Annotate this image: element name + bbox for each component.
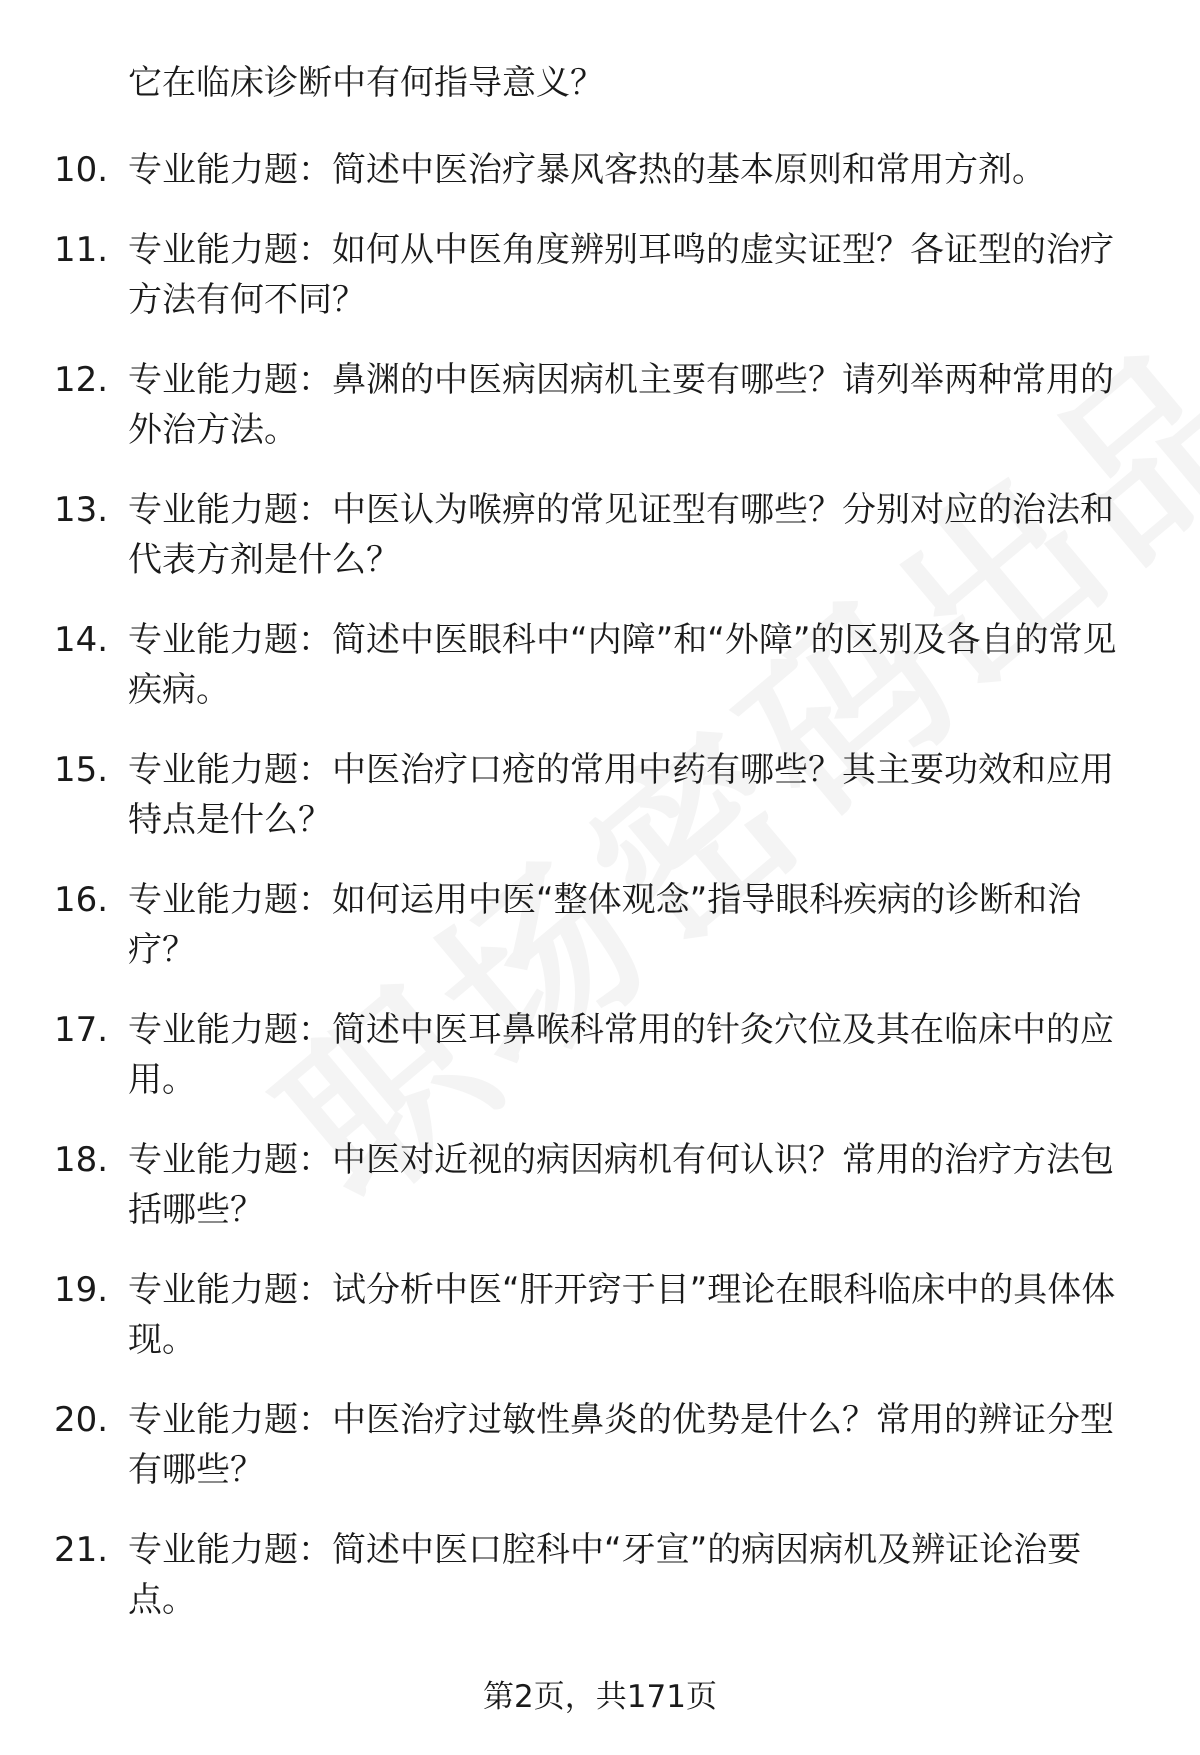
question-text: 专业能力题：如何从中医角度辨别耳鸣的虚实证型？各证型的治疗方法有何不同？ [128,230,1114,320]
question-list [0,145,1200,1655]
question-item [0,1395,1200,1495]
question-item [0,485,1200,585]
question-number: 15. [54,750,109,790]
question-number: 12. [54,360,109,400]
question-item [0,1005,1200,1105]
question-text: 专业能力题：中医认为喉痹的常见证型有哪些？分别对应的治法和代表方剂是什么？ [128,490,1114,580]
page-number-label: 第2页，共171页 [483,1679,717,1715]
question-number: 14. [54,620,109,660]
question-text: 专业能力题：中医对近视的病因病机有何认识？常用的治疗方法包括哪些？ [128,1140,1114,1230]
question-text: 专业能力题：中医治疗过敏性鼻炎的优势是什么？常用的辨证分型有哪些？ [128,1400,1114,1490]
question-number: 20. [54,1400,109,1440]
question-number: 18. [54,1140,109,1180]
question-item [0,225,1200,325]
question-text: 专业能力题：简述中医治疗暴风客热的基本原则和常用方剂。 [128,150,1046,190]
question-text: 专业能力题：简述中医口腔科中“牙宣”的病因病机及辨证论治要点。 [128,1530,1082,1620]
question-number: 21. [54,1530,109,1570]
question-text: 专业能力题：鼻渊的中医病因病机主要有哪些？请列举两种常用的外治方法。 [128,360,1114,450]
question-number: 19. [54,1270,109,1310]
question-text: 专业能力题：简述中医耳鼻喉科常用的针灸穴位及其在临床中的应用。 [128,1010,1114,1100]
question-item [0,1265,1200,1365]
question-item [0,745,1200,845]
question-item [0,355,1200,455]
question-number: 10. [54,150,109,190]
question-number: 13. [54,490,109,530]
question-text: 专业能力题：简述中医眼科中“内障”和“外障”的区别及各自的常见疾病。 [128,620,1117,710]
question-item [0,1525,1200,1625]
question-item [0,145,1200,195]
question-text: 专业能力题：中医治疗口疮的常用中药有哪些？其主要功效和应用特点是什么？ [128,750,1114,840]
question-number: 11. [54,230,109,270]
question-number: 16. [54,880,109,920]
question-item [0,1135,1200,1235]
question-item [0,875,1200,975]
question-text: 专业能力题：试分析中医“肝开窍于目”理论在眼科临床中的具体体现。 [128,1270,1116,1360]
continuation-text: 它在临床诊断中有何指导意义？ [128,63,604,103]
page-footer [0,1677,1200,1717]
question-item [0,615,1200,715]
question-text: 专业能力题：如何运用中医“整体观念”指导眼科疾病的诊断和治疗？ [128,880,1082,970]
question-number: 17. [54,1010,109,1050]
